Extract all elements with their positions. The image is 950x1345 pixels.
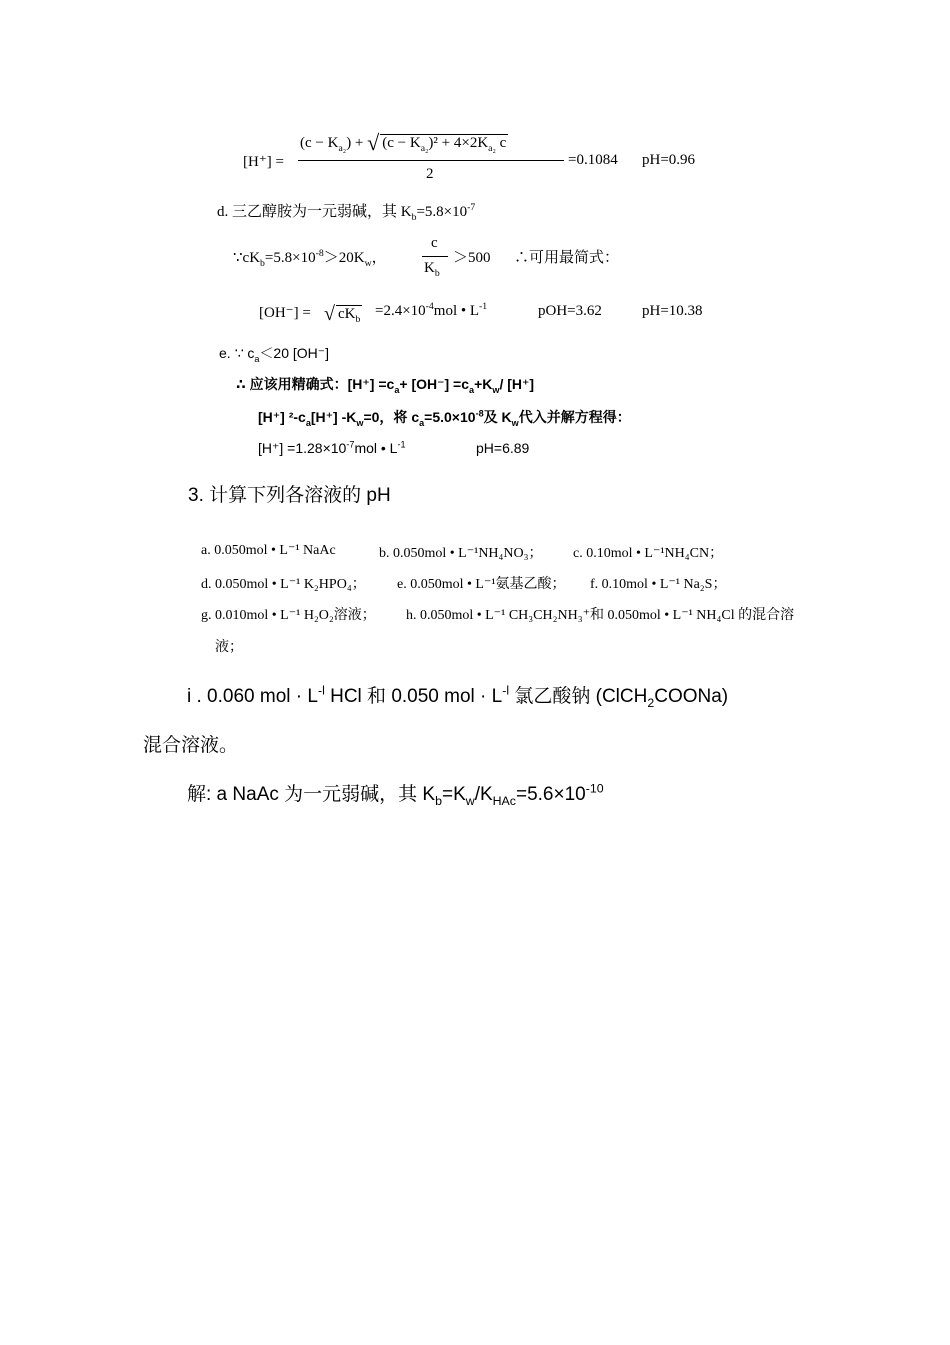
list-item: e. 0.050mol • L⁻¹氨基乙酸；: [397, 577, 566, 592]
part-e-line3: [H⁺] $^2-c_a[H^+]$ $-K_w=0$，将 $c_a=5.0\times 10^{-8}$及 $K_w$代入并解方程得：: [258, 408, 631, 428]
question-3-heading: 3. 计算下列各溶液的 pH: [188, 485, 391, 506]
list-item: g. 0.010mol • L⁻¹ H₂O₂溶液；: [201, 608, 376, 623]
part-c-numerator: $(c - K_{a_2})$ + √ $(c - K_{a_2})^2 + 4\times 2K_{a_2}$ c: [300, 130, 507, 155]
part-e-ph: pH=6.89: [476, 440, 530, 456]
sqrt-icon: √: [367, 130, 380, 155]
part-d-oh-value: $=2.4\times 10^{-4}mol$ • $L^{-1}$: [375, 301, 488, 319]
part-d-oh-sqrt: √ $cK_b$: [324, 303, 361, 325]
part-d-frac-bar: [422, 256, 448, 257]
question-3-item-i-continued: 混合溶液。: [143, 735, 239, 756]
part-d-condition-a: $\because cK_b=5.8\times 10^{-8}>20K_w$，: [233, 248, 387, 269]
part-d-oh-lhs: [OH⁻] =: [259, 305, 311, 321]
part-e-line4: $[H^+] =1.28\times 10^{-7}mol$ • $L^{-1}$: [258, 439, 406, 456]
part-c-lhs: [H⁺] =: [243, 154, 284, 170]
part-e-line1: e. ∵ $c_a<20$ [OH⁻]: [219, 345, 330, 364]
part-e-line2: ∴ 应该用精确式：$[H^+] =c_a+ [OH^-] =c_a+K_w/$ [H⁺]: [236, 376, 535, 395]
list-item: a. 0.050mol • L⁻¹ NaAc: [201, 543, 336, 558]
part-d-poh: pOH=3.62: [538, 303, 602, 319]
part-d-intro: d. 三乙醇胺为一元弱碱，其 $K_b=5.8\times 10^{-7}$: [217, 202, 476, 223]
question-3-item-i: i . 0.060 mol · $L^{-l}$ HCl 和 0.050 mol · $L^{-l}$ 氯乙酸钠 (ClCH$_2$COONa): [187, 683, 729, 710]
part-d-ph: pH=10.38: [642, 303, 703, 319]
list-item: c. 0.10mol • L⁻¹NH₄CN；: [573, 546, 724, 561]
list-item: 液；: [215, 640, 243, 655]
part-d-condition-b: ＞500: [453, 250, 491, 266]
list-item: f. 0.10mol • L⁻¹ Na₂S；: [590, 577, 727, 592]
part-d-frac-den: $K_b$: [424, 260, 440, 279]
answer-line: 解: a NaAc 为一元弱碱，其 $K_b=K_w/K_{HAc}=5.6\times 10^{-10}$: [187, 781, 604, 808]
part-c-ph: pH=0.96: [642, 152, 696, 168]
part-c-result: =0.1084: [568, 152, 618, 168]
list-item: d. 0.050mol • L⁻¹ K₂HPO₄；: [201, 577, 366, 592]
list-item: h. 0.050mol • L⁻¹ CH₃CH₂NH₃⁺和 0.050mol • L⁻¹ NH₄Cl 的混合溶: [406, 608, 795, 623]
part-c-fraction-bar: [298, 160, 564, 161]
part-d-condition-c: ∴可用最简式：: [514, 250, 620, 266]
part-d-frac-num: c: [431, 235, 438, 251]
part-c-denominator: 2: [426, 166, 434, 182]
list-item: b. 0.050mol • L⁻¹NH₄NO₃；: [379, 546, 543, 561]
sqrt-icon: √: [324, 303, 335, 325]
